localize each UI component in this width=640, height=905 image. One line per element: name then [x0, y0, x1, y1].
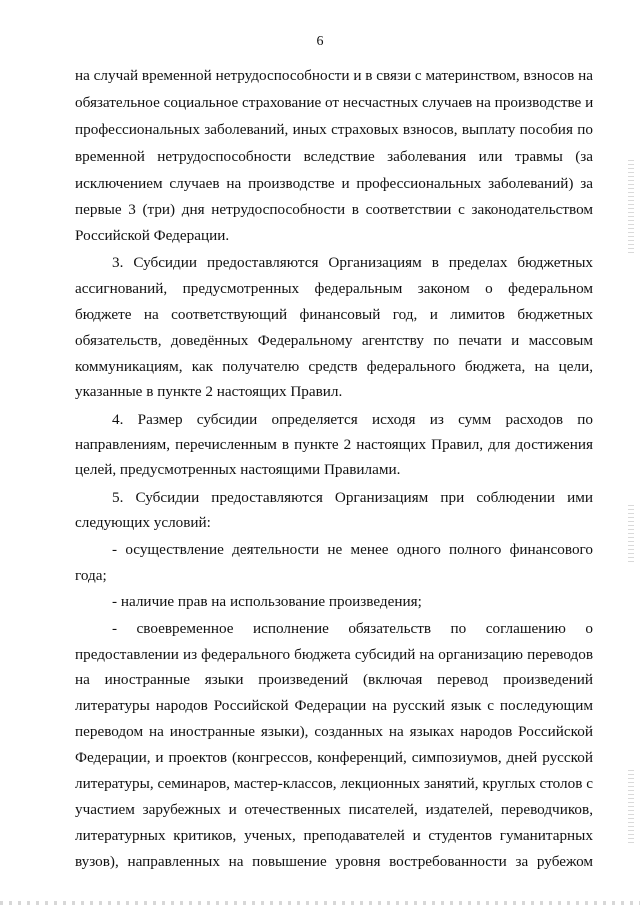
text-line: вузов), направленных на повышение уровня востребованности за рубежом — [75, 853, 593, 870]
text-line: 3. Субсидии предоставляются Организациям в пределах бюджетных — [112, 254, 593, 271]
text-line: - осуществление деятельности не менее одного полного финансового — [112, 541, 593, 558]
text-line: обязательное социальное страхование от несчастных случаев на производстве и — [75, 94, 593, 111]
text-line: переводом на иностранные языки), созданных на языках народов Российской — [75, 723, 593, 740]
text-line: обязательств, доведённых Федеральному агентству по печати и массовым — [75, 332, 593, 349]
scan-artifact — [0, 901, 640, 905]
text-line: Федерации, и проектов (конгрессов, конференций, симпозиумов, дней русской — [75, 749, 593, 766]
text-line: литературы, семинаров, мастер-классов, лекционных занятий, круглых столов с — [75, 775, 593, 792]
text-line: года; — [75, 567, 107, 584]
text-line: ассигнований, предусмотренных федеральным законом о федеральном — [75, 280, 593, 297]
text-line: на случай временной нетрудоспособности и в связи с материнством, взносов на — [75, 67, 593, 84]
text-line: временной нетрудоспособности вследствие заболевания или травмы (за — [75, 148, 593, 165]
text-line: предоставлении из федерального бюджета субсидий на организацию переводов — [75, 646, 593, 663]
text-line: - своевременное исполнение обязательств по соглашению о — [112, 620, 593, 637]
text-line: 4. Размер субсидии определяется исходя из сумм расходов по — [112, 411, 593, 428]
text-line: участием зарубежных и отечественных писателей, издателей, переводчиков, — [75, 801, 593, 818]
text-line: первые 3 (три) дня нетрудоспособности в соответствии с законодательством — [75, 201, 593, 218]
text-line: коммуникациям, как получателю средств федерального бюджета, на цели, — [75, 358, 593, 375]
text-line: целей, предусмотренных настоящими Правилами. — [75, 461, 401, 478]
text-line: - наличие прав на использование произведения; — [112, 593, 422, 610]
text-line: литературных критиков, ученых, преподавателей и студентов гуманитарных — [75, 827, 593, 844]
text-line: бюджете на соответствующий финансовый год, и лимитов бюджетных — [75, 306, 593, 323]
scan-artifact — [628, 160, 634, 255]
text-line: следующих условий: — [75, 514, 211, 531]
text-line: литературы народов Российской Федерации на русский язык с последующим — [75, 697, 593, 714]
scan-artifact — [628, 770, 634, 845]
text-line: Российской Федерации. — [75, 227, 230, 244]
text-line: направлениям, перечисленным в пункте 2 настоящих Правил, для достижения — [75, 436, 593, 453]
scan-artifact — [628, 505, 634, 565]
text-line: профессиональных заболеваний, иных страховых взносов, выплату пособия по — [75, 121, 593, 138]
text-line: исключением случаев на производстве и профессиональных заболеваний) за — [75, 175, 593, 192]
page-number: 6 — [316, 34, 324, 49]
text-line: на иностранные языки произведений (включая перевод произведений — [75, 671, 593, 688]
text-line: 5. Субсидии предоставляются Организациям при соблюдении ими — [112, 489, 593, 506]
text-line: указанные в пункте 2 настоящих Правил. — [75, 383, 343, 400]
